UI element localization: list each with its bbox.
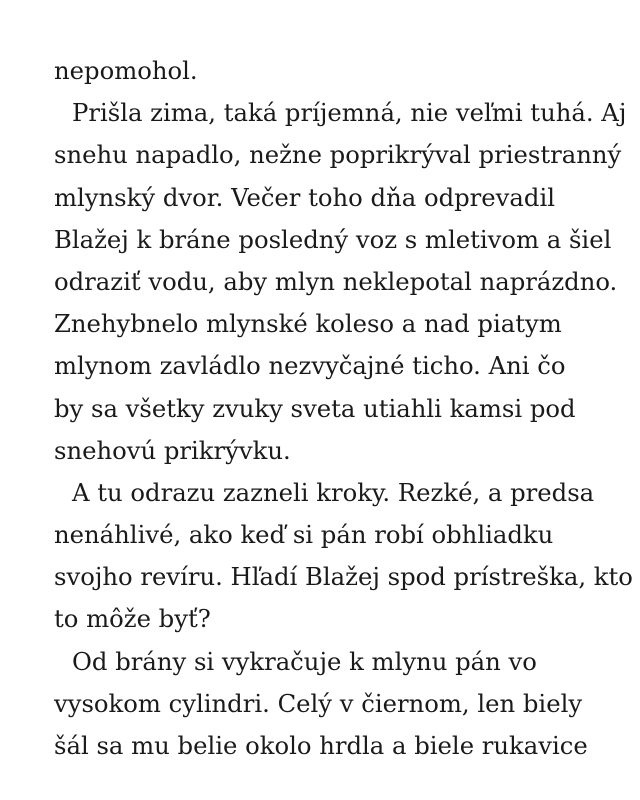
text-line: snehu napadlo, nežne poprikrýval priestranný (54, 140, 622, 170)
body-text (54, 50, 633, 767)
text-line: svojho revíru. Hľadí Blažej spod prístreška, kto (54, 562, 633, 592)
text-line: šál sa mu belie okolo hrdla a biele rukavice (54, 731, 588, 760)
text-line: nenáhlivé, ako keď si pán robí obhliadku (54, 520, 554, 550)
text-line: vysokom cylindri. Celý v čiernom, len biely (54, 688, 583, 718)
text-line: snehovú prikrývku. (54, 435, 291, 465)
text-line: Blažej k bráne posledný voz s mletivom a šiel (54, 224, 612, 254)
text-line: nepomohol. (54, 56, 198, 85)
text-line: mlynom zavládlo nezvyčajné ticho. Ani čo (54, 351, 566, 381)
text-line: Znehybnelo mlynské koleso a nad piatym (54, 309, 562, 339)
text-line: to môže byť? (54, 604, 211, 634)
text-line: by sa všetky zvuky sveta utiahli kamsi pod (54, 393, 576, 423)
text-line: odraziť vodu, aby mlyn neklepotal naprázdno. (54, 266, 618, 296)
paragraph-first-line: Od brány si vykračuje k mlynu pán vo (72, 646, 537, 676)
paragraph-first-line: Prišla zima, taká príjemná, nie veľmi tuhá. Aj (72, 98, 627, 128)
text-line: mlynský dvor. Večer toho dňa odprevadil (54, 182, 555, 212)
paragraph-first-line: A tu odrazu zazneli kroky. Rezké, a predsa (72, 477, 595, 507)
